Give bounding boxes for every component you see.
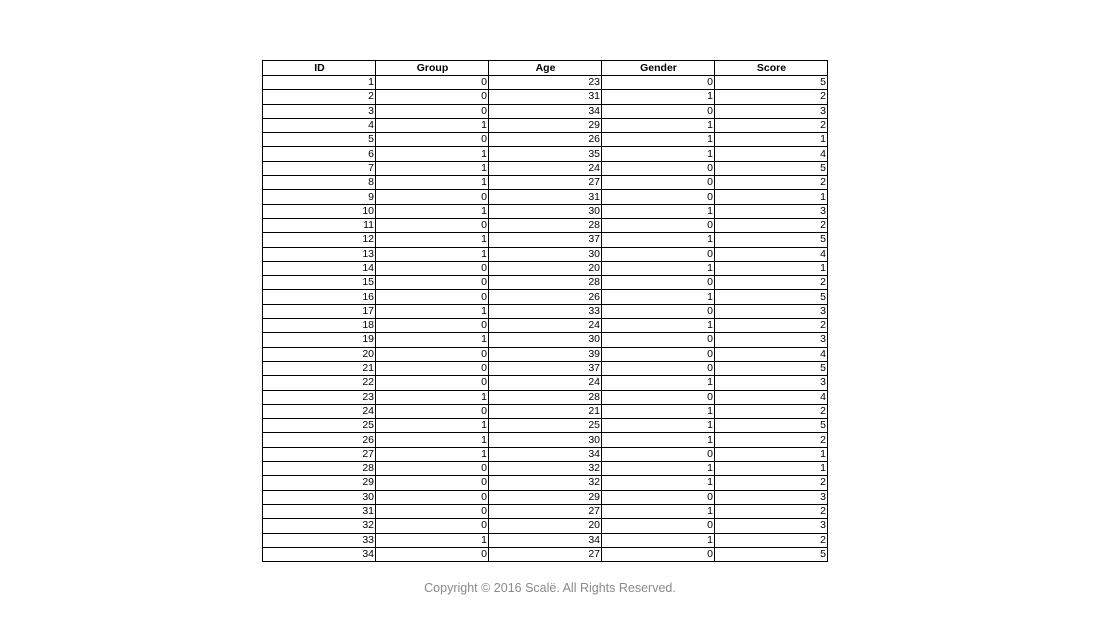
cell-age: 26 bbox=[489, 290, 602, 304]
cell-age: 27 bbox=[489, 547, 602, 561]
cell-gender: 1 bbox=[602, 133, 715, 147]
table-row bbox=[263, 462, 828, 476]
cell-id: 4 bbox=[263, 118, 376, 132]
table-row bbox=[263, 218, 828, 232]
cell-gender: 1 bbox=[602, 419, 715, 433]
cell-score: 3 bbox=[715, 333, 828, 347]
cell-gender: 1 bbox=[602, 376, 715, 390]
cell-score: 2 bbox=[715, 319, 828, 333]
cell-group: 1 bbox=[376, 533, 489, 547]
table-row bbox=[263, 76, 828, 90]
table-row bbox=[263, 247, 828, 261]
table-header-row bbox=[263, 61, 828, 76]
table-row bbox=[263, 176, 828, 190]
cell-age: 24 bbox=[489, 161, 602, 175]
cell-gender: 0 bbox=[602, 161, 715, 175]
cell-id: 21 bbox=[263, 361, 376, 375]
cell-score: 3 bbox=[715, 204, 828, 218]
cell-group: 0 bbox=[376, 90, 489, 104]
cell-gender: 0 bbox=[602, 276, 715, 290]
cell-score: 2 bbox=[715, 118, 828, 132]
cell-gender: 0 bbox=[602, 218, 715, 232]
cell-score: 4 bbox=[715, 147, 828, 161]
cell-age: 29 bbox=[489, 490, 602, 504]
cell-gender: 0 bbox=[602, 361, 715, 375]
cell-score: 3 bbox=[715, 519, 828, 533]
cell-age: 32 bbox=[489, 462, 602, 476]
table-row bbox=[263, 147, 828, 161]
cell-gender: 0 bbox=[602, 247, 715, 261]
cell-group: 0 bbox=[376, 290, 489, 304]
cell-gender: 0 bbox=[602, 519, 715, 533]
cell-gender: 0 bbox=[602, 447, 715, 461]
column-header-id: ID bbox=[263, 61, 376, 76]
cell-score: 5 bbox=[715, 290, 828, 304]
cell-age: 39 bbox=[489, 347, 602, 361]
cell-gender: 0 bbox=[602, 104, 715, 118]
cell-gender: 0 bbox=[602, 333, 715, 347]
cell-id: 6 bbox=[263, 147, 376, 161]
cell-group: 0 bbox=[376, 218, 489, 232]
cell-age: 23 bbox=[489, 76, 602, 90]
cell-group: 1 bbox=[376, 433, 489, 447]
cell-age: 30 bbox=[489, 333, 602, 347]
table-row bbox=[263, 90, 828, 104]
cell-score: 2 bbox=[715, 504, 828, 518]
cell-score: 3 bbox=[715, 376, 828, 390]
cell-group: 0 bbox=[376, 347, 489, 361]
cell-id: 1 bbox=[263, 76, 376, 90]
cell-age: 34 bbox=[489, 104, 602, 118]
cell-id: 32 bbox=[263, 519, 376, 533]
cell-id: 13 bbox=[263, 247, 376, 261]
table-row bbox=[263, 190, 828, 204]
cell-group: 0 bbox=[376, 361, 489, 375]
cell-score: 1 bbox=[715, 462, 828, 476]
cell-id: 30 bbox=[263, 490, 376, 504]
table-row bbox=[263, 404, 828, 418]
cell-gender: 1 bbox=[602, 233, 715, 247]
table-row bbox=[263, 276, 828, 290]
cell-score: 2 bbox=[715, 176, 828, 190]
cell-age: 37 bbox=[489, 233, 602, 247]
cell-score: 2 bbox=[715, 218, 828, 232]
cell-score: 1 bbox=[715, 261, 828, 275]
cell-gender: 1 bbox=[602, 504, 715, 518]
cell-age: 32 bbox=[489, 476, 602, 490]
cell-group: 1 bbox=[376, 333, 489, 347]
cell-score: 2 bbox=[715, 476, 828, 490]
cell-score: 5 bbox=[715, 361, 828, 375]
table-row bbox=[263, 290, 828, 304]
cell-gender: 1 bbox=[602, 118, 715, 132]
cell-score: 1 bbox=[715, 190, 828, 204]
cell-score: 2 bbox=[715, 533, 828, 547]
cell-gender: 1 bbox=[602, 147, 715, 161]
cell-age: 35 bbox=[489, 147, 602, 161]
table-row bbox=[263, 204, 828, 218]
cell-age: 28 bbox=[489, 218, 602, 232]
cell-group: 1 bbox=[376, 304, 489, 318]
cell-score: 5 bbox=[715, 76, 828, 90]
table-row bbox=[263, 490, 828, 504]
table-row bbox=[263, 261, 828, 275]
cell-id: 9 bbox=[263, 190, 376, 204]
cell-gender: 0 bbox=[602, 547, 715, 561]
cell-group: 0 bbox=[376, 504, 489, 518]
cell-gender: 1 bbox=[602, 404, 715, 418]
cell-age: 27 bbox=[489, 176, 602, 190]
cell-age: 34 bbox=[489, 447, 602, 461]
table-row bbox=[263, 504, 828, 518]
cell-id: 28 bbox=[263, 462, 376, 476]
cell-id: 34 bbox=[263, 547, 376, 561]
cell-gender: 0 bbox=[602, 390, 715, 404]
cell-id: 22 bbox=[263, 376, 376, 390]
cell-age: 34 bbox=[489, 533, 602, 547]
cell-group: 0 bbox=[376, 76, 489, 90]
cell-group: 1 bbox=[376, 390, 489, 404]
cell-age: 20 bbox=[489, 519, 602, 533]
cell-group: 0 bbox=[376, 404, 489, 418]
cell-group: 1 bbox=[376, 447, 489, 461]
cell-group: 1 bbox=[376, 204, 489, 218]
table-row bbox=[263, 304, 828, 318]
cell-group: 1 bbox=[376, 147, 489, 161]
cell-id: 24 bbox=[263, 404, 376, 418]
cell-gender: 0 bbox=[602, 176, 715, 190]
cell-gender: 0 bbox=[602, 490, 715, 504]
cell-age: 31 bbox=[489, 190, 602, 204]
cell-gender: 1 bbox=[602, 204, 715, 218]
cell-age: 29 bbox=[489, 118, 602, 132]
cell-group: 0 bbox=[376, 319, 489, 333]
cell-score: 4 bbox=[715, 247, 828, 261]
table-row bbox=[263, 347, 828, 361]
cell-id: 11 bbox=[263, 218, 376, 232]
table-row bbox=[263, 547, 828, 561]
cell-score: 1 bbox=[715, 447, 828, 461]
table-row bbox=[263, 447, 828, 461]
cell-id: 10 bbox=[263, 204, 376, 218]
cell-score: 3 bbox=[715, 104, 828, 118]
table-row bbox=[263, 390, 828, 404]
cell-group: 0 bbox=[376, 376, 489, 390]
cell-age: 31 bbox=[489, 90, 602, 104]
cell-id: 17 bbox=[263, 304, 376, 318]
table-row bbox=[263, 161, 828, 175]
cell-age: 26 bbox=[489, 133, 602, 147]
copyright-footer: Copyright © 2016 Scalë. All Rights Reserved. bbox=[424, 581, 676, 595]
spreadsheet-area bbox=[262, 60, 828, 562]
cell-id: 23 bbox=[263, 390, 376, 404]
cell-score: 3 bbox=[715, 490, 828, 504]
table-row bbox=[263, 519, 828, 533]
cell-gender: 0 bbox=[602, 347, 715, 361]
column-header-age: Age bbox=[489, 61, 602, 76]
cell-gender: 1 bbox=[602, 476, 715, 490]
cell-age: 37 bbox=[489, 361, 602, 375]
cell-score: 5 bbox=[715, 419, 828, 433]
column-header-score: Score bbox=[715, 61, 828, 76]
cell-gender: 1 bbox=[602, 261, 715, 275]
cell-group: 0 bbox=[376, 104, 489, 118]
data-table bbox=[262, 60, 828, 562]
table-row bbox=[263, 333, 828, 347]
cell-id: 2 bbox=[263, 90, 376, 104]
cell-score: 4 bbox=[715, 347, 828, 361]
cell-gender: 0 bbox=[602, 190, 715, 204]
cell-age: 28 bbox=[489, 390, 602, 404]
cell-gender: 1 bbox=[602, 90, 715, 104]
cell-id: 3 bbox=[263, 104, 376, 118]
cell-age: 20 bbox=[489, 261, 602, 275]
cell-gender: 0 bbox=[602, 304, 715, 318]
cell-id: 20 bbox=[263, 347, 376, 361]
table-row bbox=[263, 376, 828, 390]
table-row bbox=[263, 433, 828, 447]
cell-age: 30 bbox=[489, 204, 602, 218]
cell-group: 1 bbox=[376, 161, 489, 175]
cell-gender: 0 bbox=[602, 76, 715, 90]
cell-id: 19 bbox=[263, 333, 376, 347]
cell-id: 33 bbox=[263, 533, 376, 547]
cell-score: 1 bbox=[715, 133, 828, 147]
table-row bbox=[263, 133, 828, 147]
cell-group: 0 bbox=[376, 519, 489, 533]
cell-gender: 1 bbox=[602, 533, 715, 547]
cell-id: 26 bbox=[263, 433, 376, 447]
cell-id: 27 bbox=[263, 447, 376, 461]
table-row bbox=[263, 319, 828, 333]
cell-id: 16 bbox=[263, 290, 376, 304]
cell-id: 8 bbox=[263, 176, 376, 190]
cell-score: 5 bbox=[715, 161, 828, 175]
table-row bbox=[263, 533, 828, 547]
cell-age: 25 bbox=[489, 419, 602, 433]
cell-group: 1 bbox=[376, 419, 489, 433]
cell-id: 18 bbox=[263, 319, 376, 333]
cell-score: 4 bbox=[715, 390, 828, 404]
cell-id: 12 bbox=[263, 233, 376, 247]
cell-id: 31 bbox=[263, 504, 376, 518]
cell-id: 15 bbox=[263, 276, 376, 290]
cell-gender: 1 bbox=[602, 462, 715, 476]
cell-group: 1 bbox=[376, 176, 489, 190]
table-row bbox=[263, 233, 828, 247]
table-row bbox=[263, 118, 828, 132]
cell-group: 1 bbox=[376, 118, 489, 132]
cell-group: 0 bbox=[376, 490, 489, 504]
cell-age: 28 bbox=[489, 276, 602, 290]
cell-age: 27 bbox=[489, 504, 602, 518]
cell-gender: 1 bbox=[602, 290, 715, 304]
cell-age: 21 bbox=[489, 404, 602, 418]
cell-group: 0 bbox=[376, 476, 489, 490]
cell-id: 7 bbox=[263, 161, 376, 175]
cell-id: 14 bbox=[263, 261, 376, 275]
cell-group: 0 bbox=[376, 276, 489, 290]
cell-group: 0 bbox=[376, 547, 489, 561]
table-row bbox=[263, 361, 828, 375]
cell-score: 2 bbox=[715, 276, 828, 290]
cell-id: 29 bbox=[263, 476, 376, 490]
cell-age: 30 bbox=[489, 247, 602, 261]
cell-group: 0 bbox=[376, 462, 489, 476]
cell-age: 30 bbox=[489, 433, 602, 447]
cell-score: 2 bbox=[715, 404, 828, 418]
table-row bbox=[263, 476, 828, 490]
cell-age: 33 bbox=[489, 304, 602, 318]
cell-id: 25 bbox=[263, 419, 376, 433]
column-header-gender: Gender bbox=[602, 61, 715, 76]
cell-group: 0 bbox=[376, 261, 489, 275]
cell-age: 24 bbox=[489, 319, 602, 333]
cell-group: 1 bbox=[376, 247, 489, 261]
cell-score: 2 bbox=[715, 90, 828, 104]
cell-score: 5 bbox=[715, 233, 828, 247]
cell-id: 5 bbox=[263, 133, 376, 147]
table-body bbox=[263, 76, 828, 562]
table-row bbox=[263, 104, 828, 118]
cell-group: 0 bbox=[376, 133, 489, 147]
cell-score: 3 bbox=[715, 304, 828, 318]
cell-gender: 1 bbox=[602, 319, 715, 333]
column-header-group: Group bbox=[376, 61, 489, 76]
cell-group: 0 bbox=[376, 190, 489, 204]
cell-age: 24 bbox=[489, 376, 602, 390]
table-row bbox=[263, 419, 828, 433]
cell-gender: 1 bbox=[602, 433, 715, 447]
cell-group: 1 bbox=[376, 233, 489, 247]
cell-score: 2 bbox=[715, 433, 828, 447]
cell-score: 5 bbox=[715, 547, 828, 561]
